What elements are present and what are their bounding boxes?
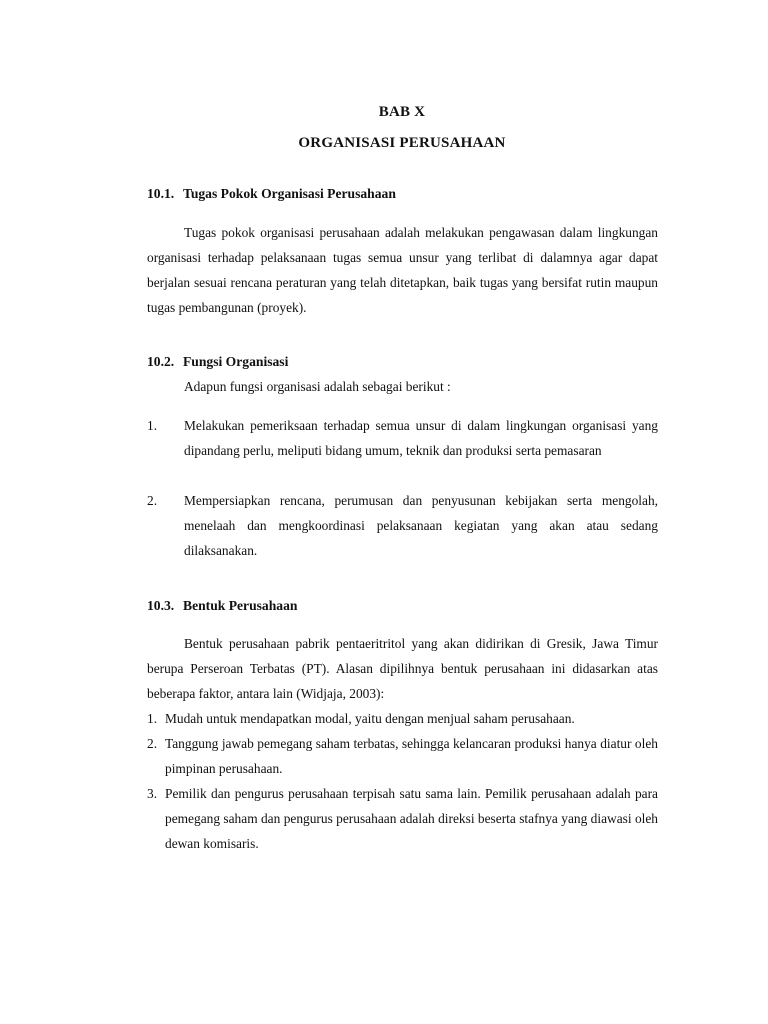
section-title: Bentuk Perusahaan bbox=[183, 598, 298, 613]
list-item-text: Mempersiapkan rencana, perumusan dan penyusunan kebijakan serta mengolah, menelaah dan mengkoordinasi pelaksanaan kegiatan yang akan atau sedang dilaksanakan. bbox=[184, 493, 658, 558]
section-heading-10-1 bbox=[147, 186, 396, 202]
section-intro-10-2: Adapun fungsi organisasi adalah sebagai berikut : bbox=[184, 379, 451, 394]
section-paragraph-10-1 bbox=[147, 220, 658, 320]
chapter-title: ORGANISASI PERUSAHAAN bbox=[298, 135, 506, 151]
paragraph-text: Bentuk perusahaan pabrik pentaeritritol yang akan didirikan di Gresik, Jawa Timur berupa Perseroan Terbatas (PT). Alasan dipilihnya bentuk perusahaan ini didasarkan atas beberapa faktor, antara lain (Widjaja, 2003): bbox=[147, 636, 658, 701]
list-item-text: Pemilik dan pengurus perusahaan terpisah satu sama lain. Pemilik perusahaan adalah para pemegang saham dan pengurus perusahaan adalah direksi beserta stafnya yang diawasi oleh dewan komisaris. bbox=[165, 786, 658, 851]
chapter-number: BAB X bbox=[378, 104, 426, 120]
list-marker: 3. bbox=[147, 786, 158, 801]
section-number: 10.3. bbox=[147, 598, 175, 613]
section-title: Fungsi Organisasi bbox=[183, 354, 289, 369]
list-marker: 1. bbox=[147, 711, 158, 726]
section-heading-10-2 bbox=[147, 354, 288, 370]
section-title: Tugas Pokok Organisasi Perusahaan bbox=[183, 186, 396, 201]
list-marker: 2. bbox=[147, 493, 158, 508]
list-item-text: Melakukan pemeriksaan terhadap semua unsur di dalam lingkungan organisasi yang dipandang perlu, meliputi bidang umum, teknik dan produksi serta pemasaran bbox=[184, 418, 658, 458]
section-number: 10.2. bbox=[147, 354, 175, 369]
list-item-text: Mudah untuk mendapatkan modal, yaitu dengan menjual saham perusahaan. bbox=[165, 711, 575, 726]
list-item-text: Tanggung jawab pemegang saham terbatas, sehingga kelancaran produksi hanya diatur oleh pimpinan perusahaan. bbox=[165, 736, 658, 776]
section-number: 10.1. bbox=[147, 186, 175, 201]
section-paragraph-10-3 bbox=[147, 631, 658, 706]
list-marker: 2. bbox=[147, 736, 158, 751]
paragraph-text: Tugas pokok organisasi perusahaan adalah melakukan pengawasan dalam lingkungan organisasi terhadap pelaksanaan tugas semua unsur yang terlibat di dalamnya agar dapat berjalan sesuai rencana peraturan yang telah ditetapkan, baik tugas yang bersifat rutin maupun tugas pembangunan (proyek). bbox=[147, 225, 658, 315]
section-heading-10-3 bbox=[147, 598, 297, 614]
list-marker: 1. bbox=[147, 418, 158, 433]
